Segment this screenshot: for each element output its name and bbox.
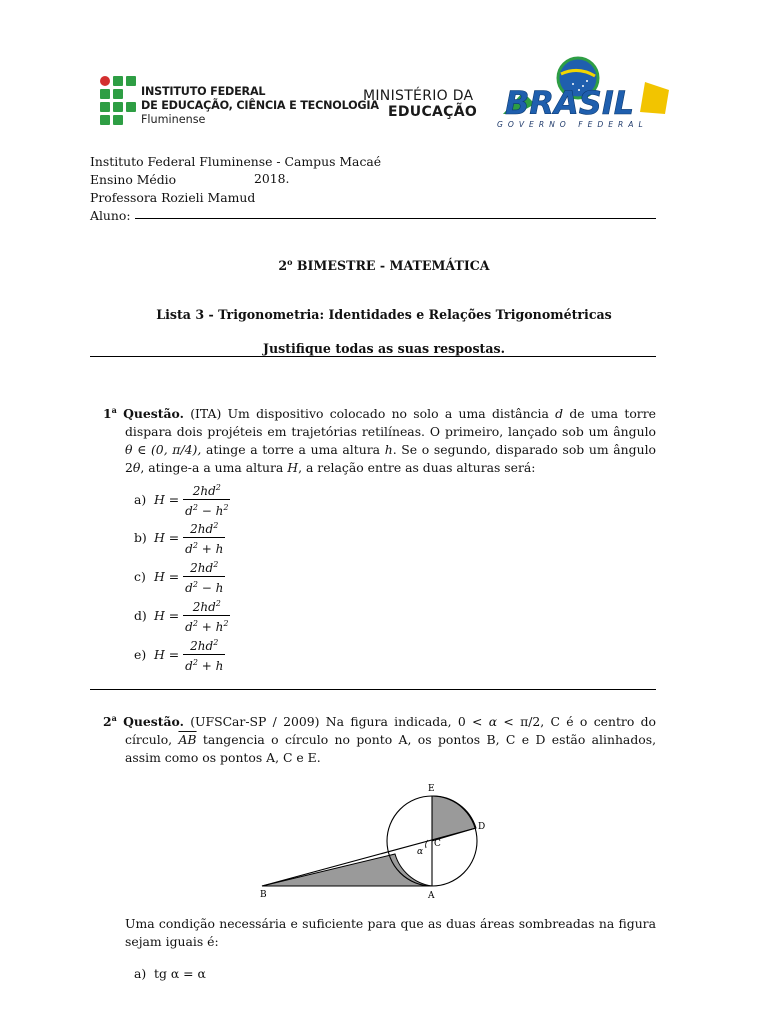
institute-name: [141, 85, 379, 127]
question-1-label: Questão.: [123, 406, 184, 422]
q1-option-b[interactable]: b) H = $\frac{2hd^2}{d^2 + h}$: [134, 521, 224, 556]
brasil-logo-icon: [495, 54, 675, 130]
question-1-text: 1$^a$ Questão. (ITA) Um dispositivo colocado no solo a uma distância d de uma torre dispara dois projéteis em trajetórias retilíneas. O primeiro, lançado sob um ângulo θ ∈ (0, π/4), atinge a torre a uma altura h. Se o segundo, disparado sob um ângulo 2θ, atinge-a a uma altura H, a relação entre as duas alturas será:: [103, 405, 656, 476]
label-e: E: [428, 784, 435, 794]
label-alpha: α: [417, 847, 424, 857]
bimestre-title: 2$^o$ BIMESTRE - MATEMÁTICA: [278, 257, 490, 274]
ministry-line-2: EDUCAÇÃO: [388, 104, 478, 120]
label-d: D: [478, 822, 486, 832]
ministry-name: [363, 88, 477, 120]
if-logo-icon: [100, 76, 136, 126]
q1-option-a[interactable]: a) H = $\frac{2hd^2}{d^2 - h^2}$: [134, 483, 229, 518]
question-2-text: 2$^a$ Questão. (UFSCar-SP / 2009) Na figura indicada, 0 < α < π/2, C é o centro do círculo, $\overline{AB}$ tangencia o círculo no ponto A, os pontos B, C e D estão alinhados, assim como os pontos A, C e E.: [103, 713, 657, 766]
student-label: Aluno:: [90, 208, 131, 223]
question-2-condition: Uma condição necessária e suficiente para que as duas áreas sombreadas na figura sejam iguais é:: [125, 916, 656, 949]
year-text: 2018.: [254, 171, 290, 186]
geometry-figure: [250, 778, 500, 907]
question-2-label: Questão.: [123, 714, 184, 730]
institute-line-1: INSTITUTO FEDERAL: [141, 85, 266, 98]
campus-text: Instituto Federal Fluminense - Campus Macaé: [90, 154, 382, 169]
label-b: B: [260, 890, 267, 900]
instruction-text: Justifique todas as suas respostas.: [263, 341, 505, 356]
teacher-text: Professora Rozieli Mamud: [90, 190, 256, 205]
svg-text:BRASIL: BRASIL: [505, 84, 635, 122]
brasil-logo: [495, 54, 675, 134]
svg-text:GOVERNO FEDERAL: GOVERNO FEDERAL: [497, 120, 648, 129]
ministry-line-1: MINISTÉRIO DA: [363, 88, 474, 104]
q1-option-c[interactable]: c) H = $\frac{2hd^2}{d^2 - h}$: [134, 560, 224, 595]
question-1-number: 1$^a$: [103, 405, 117, 422]
institute-line-3: Fluminense: [141, 113, 206, 126]
level-text: Ensino Médio: [90, 172, 177, 187]
q1-option-d[interactable]: d) H = $\frac{2hd^2}{d^2 + h^2}$: [134, 599, 229, 634]
q2-option-a[interactable]: a) tg α = α: [134, 966, 206, 981]
student-name-line[interactable]: [135, 218, 656, 219]
label-c: C: [434, 839, 441, 849]
question-divider: [90, 689, 656, 690]
label-a: A: [428, 891, 435, 901]
question-2-number: 2$^a$: [103, 713, 117, 730]
header-info: [90, 153, 381, 225]
title-divider: [90, 356, 656, 357]
list-title: Lista 3 - Trigonometria: Identidades e Relações Trigonométricas: [156, 307, 612, 322]
shaded-triangle-region: [262, 854, 432, 886]
q1-option-e[interactable]: e) H = $\frac{2hd^2}{d^2 + h}$: [134, 638, 224, 673]
institute-line-2: DE EDUCAÇÃO, CIÊNCIA E TECNOLOGIA: [141, 99, 379, 112]
